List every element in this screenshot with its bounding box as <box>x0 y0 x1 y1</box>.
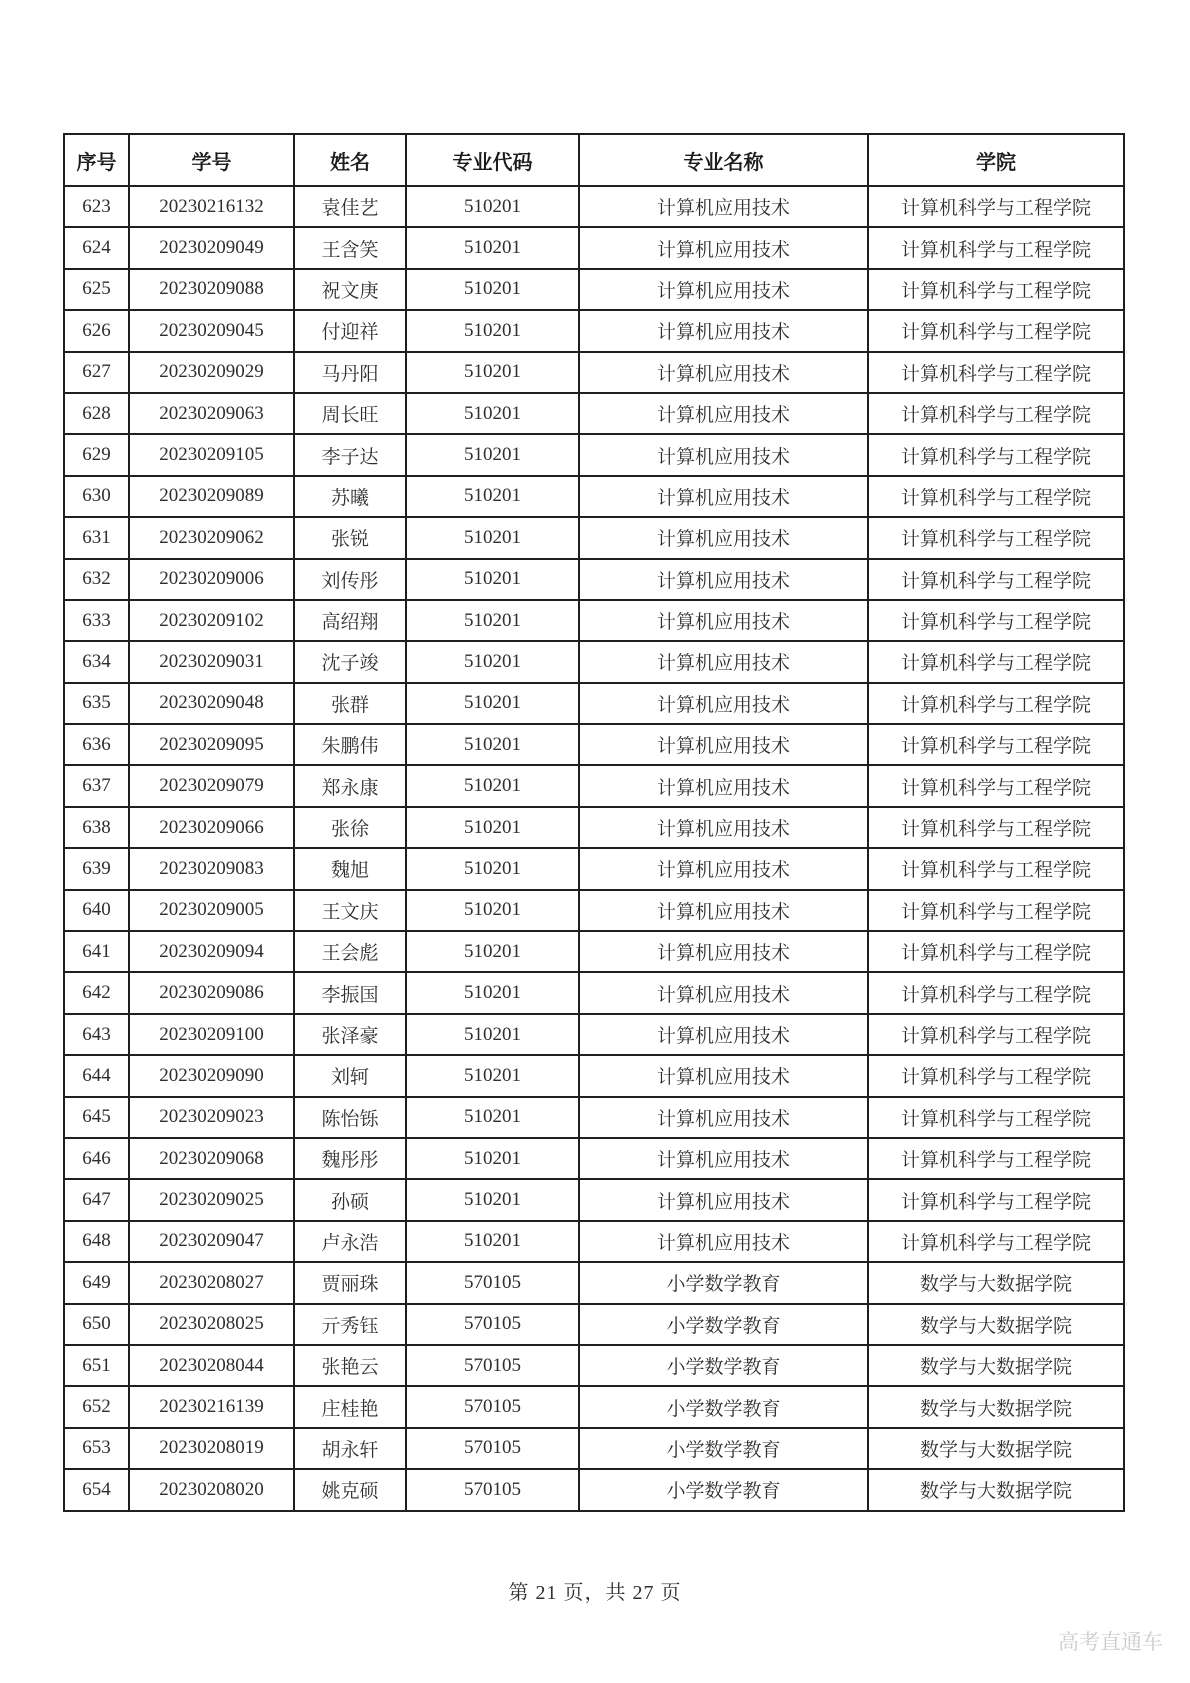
table-header-row <box>64 134 1124 186</box>
table-cell: 627 <box>64 352 129 393</box>
table-cell: 510201 <box>406 765 579 806</box>
table-cell: 计算机科学与工程学院 <box>868 310 1124 351</box>
table-cell: 王会彪 <box>294 931 406 972</box>
table-cell: 计算机应用技术 <box>579 683 868 724</box>
table-cell: 数学与大数据学院 <box>868 1428 1124 1469</box>
table-cell: 计算机应用技术 <box>579 434 868 475</box>
table-cell: 570105 <box>406 1345 579 1386</box>
table-cell: 马丹阳 <box>294 352 406 393</box>
table-cell: 计算机应用技术 <box>579 517 868 558</box>
table-row <box>64 1428 1124 1469</box>
table-row <box>64 517 1124 558</box>
table-cell: 小学数学教育 <box>579 1386 868 1427</box>
table-cell: 计算机应用技术 <box>579 765 868 806</box>
table-cell: 郑永康 <box>294 765 406 806</box>
table-row <box>64 393 1124 434</box>
table-cell: 20230216139 <box>129 1386 294 1427</box>
table-cell: 魏彤彤 <box>294 1138 406 1179</box>
table-cell: 510201 <box>406 434 579 475</box>
table-cell: 637 <box>64 765 129 806</box>
table-body <box>64 186 1124 1511</box>
table-cell: 20230208020 <box>129 1469 294 1510</box>
table-cell: 卢永浩 <box>294 1221 406 1262</box>
table-cell: 计算机应用技术 <box>579 641 868 682</box>
table-cell: 计算机应用技术 <box>579 890 868 931</box>
table-cell: 庄桂艳 <box>294 1386 406 1427</box>
header-cell-student-id: 学号 <box>129 134 294 186</box>
table-cell: 510201 <box>406 517 579 558</box>
table-row <box>64 1304 1124 1345</box>
table-cell: 632 <box>64 559 129 600</box>
table-cell: 570105 <box>406 1304 579 1345</box>
table-cell: 20230209095 <box>129 724 294 765</box>
table-cell: 计算机科学与工程学院 <box>868 724 1124 765</box>
table-cell: 计算机应用技术 <box>579 227 868 268</box>
table-cell: 朱鹏伟 <box>294 724 406 765</box>
table-cell: 20230209079 <box>129 765 294 806</box>
table-cell: 643 <box>64 1014 129 1055</box>
table-cell: 计算机科学与工程学院 <box>868 559 1124 600</box>
table-cell: 计算机应用技术 <box>579 310 868 351</box>
table-row <box>64 1221 1124 1262</box>
table-cell: 651 <box>64 1345 129 1386</box>
table-cell: 王文庆 <box>294 890 406 931</box>
table-cell: 653 <box>64 1428 129 1469</box>
table-cell: 510201 <box>406 476 579 517</box>
table-cell: 计算机应用技术 <box>579 1179 868 1220</box>
table-cell: 623 <box>64 186 129 227</box>
watermark-label: 高考直通车 <box>1058 1631 1163 1654</box>
table-cell: 计算机科学与工程学院 <box>868 434 1124 475</box>
table-cell: 计算机科学与工程学院 <box>868 393 1124 434</box>
table-cell: 数学与大数据学院 <box>868 1345 1124 1386</box>
table-cell: 计算机科学与工程学院 <box>868 517 1124 558</box>
table-row <box>64 310 1124 351</box>
table-row <box>64 269 1124 310</box>
page-number-footer: 第 21 页，共 27 页 <box>508 1582 682 1604</box>
table-cell: 计算机科学与工程学院 <box>868 600 1124 641</box>
table-cell: 高绍翔 <box>294 600 406 641</box>
table-cell: 20230209029 <box>129 352 294 393</box>
table-cell: 计算机科学与工程学院 <box>868 352 1124 393</box>
table-cell: 计算机科学与工程学院 <box>868 1221 1124 1262</box>
table-cell: 20230209094 <box>129 931 294 972</box>
table-cell: 周长旺 <box>294 393 406 434</box>
table-cell: 20230209031 <box>129 641 294 682</box>
table-cell: 计算机科学与工程学院 <box>868 1138 1124 1179</box>
table-cell: 张群 <box>294 683 406 724</box>
table-cell: 亓秀钰 <box>294 1304 406 1345</box>
table-cell: 645 <box>64 1097 129 1138</box>
table-cell: 640 <box>64 890 129 931</box>
table-cell: 计算机应用技术 <box>579 972 868 1013</box>
table-cell: 510201 <box>406 1055 579 1096</box>
table-row <box>64 1262 1124 1303</box>
table-cell: 20230209089 <box>129 476 294 517</box>
table-row <box>64 931 1124 972</box>
table-row <box>64 890 1124 931</box>
table-cell: 20230209090 <box>129 1055 294 1096</box>
table-cell: 计算机科学与工程学院 <box>868 641 1124 682</box>
table-cell: 642 <box>64 972 129 1013</box>
table-cell: 计算机科学与工程学院 <box>868 683 1124 724</box>
table-cell: 510201 <box>406 600 579 641</box>
table-cell: 20230209083 <box>129 848 294 889</box>
table-cell: 数学与大数据学院 <box>868 1469 1124 1510</box>
table-cell: 20230209048 <box>129 683 294 724</box>
student-roster-table <box>63 133 1125 1512</box>
table-cell: 张锐 <box>294 517 406 558</box>
table-cell: 641 <box>64 931 129 972</box>
table-cell: 20230209025 <box>129 1179 294 1220</box>
table-cell: 20230209100 <box>129 1014 294 1055</box>
table-cell: 510201 <box>406 227 579 268</box>
table-cell: 510201 <box>406 352 579 393</box>
table-cell: 计算机科学与工程学院 <box>868 227 1124 268</box>
table-cell: 510201 <box>406 890 579 931</box>
table-cell: 20230209102 <box>129 600 294 641</box>
table-cell: 510201 <box>406 807 579 848</box>
table-cell: 计算机科学与工程学院 <box>868 476 1124 517</box>
table-cell: 652 <box>64 1386 129 1427</box>
header-cell-major-code: 专业代码 <box>406 134 579 186</box>
table-cell: 李振国 <box>294 972 406 1013</box>
table-cell: 510201 <box>406 393 579 434</box>
table-cell: 付迎祥 <box>294 310 406 351</box>
table-cell: 陈怡铄 <box>294 1097 406 1138</box>
table-cell: 孙硕 <box>294 1179 406 1220</box>
table-cell: 数学与大数据学院 <box>868 1386 1124 1427</box>
table-cell: 计算机应用技术 <box>579 931 868 972</box>
table-cell: 张徐 <box>294 807 406 848</box>
table-cell: 510201 <box>406 848 579 889</box>
table-cell: 20230209045 <box>129 310 294 351</box>
table-cell: 510201 <box>406 931 579 972</box>
table-cell: 刘传彤 <box>294 559 406 600</box>
table-cell: 630 <box>64 476 129 517</box>
table-cell: 计算机科学与工程学院 <box>868 931 1124 972</box>
table-cell: 数学与大数据学院 <box>868 1304 1124 1345</box>
table-row <box>64 1469 1124 1510</box>
table-cell: 计算机科学与工程学院 <box>868 186 1124 227</box>
table-cell: 570105 <box>406 1262 579 1303</box>
table-cell: 张艳云 <box>294 1345 406 1386</box>
table-cell: 李子达 <box>294 434 406 475</box>
table-row <box>64 1345 1124 1386</box>
table-cell: 小学数学教育 <box>579 1345 868 1386</box>
table-cell: 魏旭 <box>294 848 406 889</box>
table-row <box>64 641 1124 682</box>
table-cell: 636 <box>64 724 129 765</box>
table-cell: 计算机科学与工程学院 <box>868 1179 1124 1220</box>
table-cell: 刘轲 <box>294 1055 406 1096</box>
table-cell: 祝文庚 <box>294 269 406 310</box>
table-cell: 633 <box>64 600 129 641</box>
table-row <box>64 848 1124 889</box>
table-cell: 649 <box>64 1262 129 1303</box>
table-cell: 510201 <box>406 186 579 227</box>
table-cell: 20230209006 <box>129 559 294 600</box>
table-cell: 510201 <box>406 1014 579 1055</box>
table-cell: 570105 <box>406 1469 579 1510</box>
table-cell: 小学数学教育 <box>579 1262 868 1303</box>
table-row <box>64 1055 1124 1096</box>
table-cell: 20230208025 <box>129 1304 294 1345</box>
table-cell: 510201 <box>406 1221 579 1262</box>
table-cell: 计算机应用技术 <box>579 1221 868 1262</box>
table-cell: 644 <box>64 1055 129 1096</box>
table-cell: 635 <box>64 683 129 724</box>
table-cell: 20230209088 <box>129 269 294 310</box>
table-cell: 计算机应用技术 <box>579 600 868 641</box>
table-cell: 510201 <box>406 559 579 600</box>
table-cell: 631 <box>64 517 129 558</box>
table-cell: 510201 <box>406 1138 579 1179</box>
table-cell: 629 <box>64 434 129 475</box>
table-cell: 510201 <box>406 724 579 765</box>
table-cell: 张泽豪 <box>294 1014 406 1055</box>
table-cell: 小学数学教育 <box>579 1304 868 1345</box>
table-row <box>64 600 1124 641</box>
table-cell: 计算机应用技术 <box>579 1014 868 1055</box>
table-row <box>64 972 1124 1013</box>
table-cell: 20230216132 <box>129 186 294 227</box>
table-cell: 634 <box>64 641 129 682</box>
table-cell: 639 <box>64 848 129 889</box>
table-cell: 648 <box>64 1221 129 1262</box>
table-cell: 20230209063 <box>129 393 294 434</box>
table-row <box>64 807 1124 848</box>
table-cell: 胡永轩 <box>294 1428 406 1469</box>
table-cell: 计算机科学与工程学院 <box>868 890 1124 931</box>
table-cell: 570105 <box>406 1428 579 1469</box>
table-row <box>64 186 1124 227</box>
table-cell: 625 <box>64 269 129 310</box>
table-cell: 计算机科学与工程学院 <box>868 269 1124 310</box>
table-cell: 20230208027 <box>129 1262 294 1303</box>
table-cell: 王含笑 <box>294 227 406 268</box>
table-cell: 624 <box>64 227 129 268</box>
table-cell: 计算机应用技术 <box>579 186 868 227</box>
header-cell-major-name: 专业名称 <box>579 134 868 186</box>
table-cell: 计算机应用技术 <box>579 269 868 310</box>
table-row <box>64 434 1124 475</box>
table-cell: 654 <box>64 1469 129 1510</box>
table-cell: 计算机科学与工程学院 <box>868 807 1124 848</box>
table-row <box>64 765 1124 806</box>
table-cell: 计算机应用技术 <box>579 1097 868 1138</box>
table-row <box>64 227 1124 268</box>
table-cell: 计算机科学与工程学院 <box>868 848 1124 889</box>
table-cell: 计算机科学与工程学院 <box>868 765 1124 806</box>
table-row <box>64 1138 1124 1179</box>
table-cell: 计算机应用技术 <box>579 724 868 765</box>
table-cell: 沈子竣 <box>294 641 406 682</box>
table-row <box>64 1179 1124 1220</box>
header-cell-serial: 序号 <box>64 134 129 186</box>
table-cell: 袁佳艺 <box>294 186 406 227</box>
table-cell: 628 <box>64 393 129 434</box>
table-cell: 计算机应用技术 <box>579 476 868 517</box>
table-cell: 小学数学教育 <box>579 1428 868 1469</box>
table-row <box>64 1014 1124 1055</box>
table-row <box>64 476 1124 517</box>
table-cell: 计算机应用技术 <box>579 1138 868 1179</box>
table-cell: 计算机应用技术 <box>579 393 868 434</box>
table-cell: 20230209049 <box>129 227 294 268</box>
table-cell: 510201 <box>406 641 579 682</box>
table-cell: 小学数学教育 <box>579 1469 868 1510</box>
table-cell: 计算机科学与工程学院 <box>868 1055 1124 1096</box>
table-cell: 510201 <box>406 269 579 310</box>
table-cell: 20230209047 <box>129 1221 294 1262</box>
table-cell: 20230209023 <box>129 1097 294 1138</box>
table-cell: 638 <box>64 807 129 848</box>
table-row <box>64 1386 1124 1427</box>
table-cell: 570105 <box>406 1386 579 1427</box>
table-cell: 计算机应用技术 <box>579 848 868 889</box>
table-cell: 姚克硕 <box>294 1469 406 1510</box>
table-cell: 计算机应用技术 <box>579 807 868 848</box>
table-cell: 650 <box>64 1304 129 1345</box>
table-cell: 计算机科学与工程学院 <box>868 1097 1124 1138</box>
table-cell: 计算机应用技术 <box>579 1055 868 1096</box>
table-cell: 20230209105 <box>129 434 294 475</box>
table-cell: 20230208044 <box>129 1345 294 1386</box>
header-cell-college: 学院 <box>868 134 1124 186</box>
table-row <box>64 352 1124 393</box>
table-cell: 510201 <box>406 310 579 351</box>
table-cell: 20230209066 <box>129 807 294 848</box>
table-row <box>64 724 1124 765</box>
table-cell: 510201 <box>406 972 579 1013</box>
table-cell: 647 <box>64 1179 129 1220</box>
table-cell: 510201 <box>406 1179 579 1220</box>
table-cell: 626 <box>64 310 129 351</box>
table-cell: 510201 <box>406 683 579 724</box>
table-cell: 数学与大数据学院 <box>868 1262 1124 1303</box>
table-cell: 20230209005 <box>129 890 294 931</box>
header-cell-name: 姓名 <box>294 134 406 186</box>
table-row <box>64 683 1124 724</box>
table-row <box>64 559 1124 600</box>
table-cell: 计算机应用技术 <box>579 559 868 600</box>
table-cell: 20230208019 <box>129 1428 294 1469</box>
table-cell: 计算机科学与工程学院 <box>868 972 1124 1013</box>
table-row <box>64 1097 1124 1138</box>
table-cell: 20230209062 <box>129 517 294 558</box>
table-cell: 计算机科学与工程学院 <box>868 1014 1124 1055</box>
table-cell: 计算机应用技术 <box>579 352 868 393</box>
table-cell: 贾丽珠 <box>294 1262 406 1303</box>
table-cell: 苏曦 <box>294 476 406 517</box>
table-cell: 646 <box>64 1138 129 1179</box>
table-cell: 20230209068 <box>129 1138 294 1179</box>
table-cell: 20230209086 <box>129 972 294 1013</box>
table-cell: 510201 <box>406 1097 579 1138</box>
